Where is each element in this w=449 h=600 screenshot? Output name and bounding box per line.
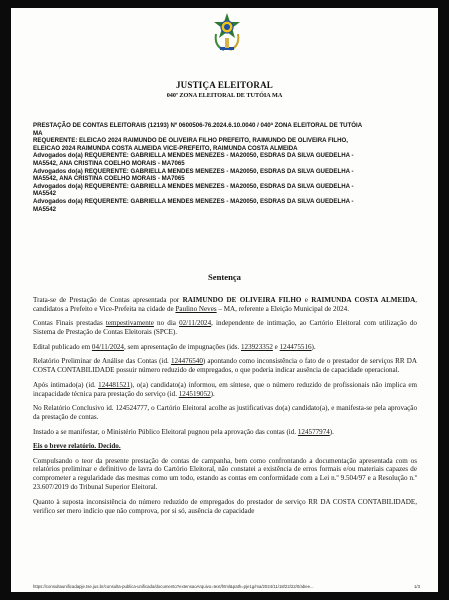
process-line: MA5542 xyxy=(33,205,57,213)
paragraph-analysis: Compulsando o teor da presente prestação de contas de campanha, bem como confrontando a documentação apresentada com os relatórios preliminar e definitivo de lavra do Cartório Eleitoral, não constatei a existência de erros formais e/ou materiais capazes de comprometer a regularidade das mesmas como um todo, estando as contas em conformidade com a Lei n.º 9.504/97 e a Resolução n.º 23.607/2019 do Tribunal Superior Eleitoral. xyxy=(33,456,417,492)
process-line: MA5542, ANA CRISTINA COELHO MORAIS - MA7065 xyxy=(33,175,185,183)
court-zone: 040ª ZONA ELEITORAL DE TUTÓIA MA xyxy=(166,92,283,99)
paragraph-relatorio-preliminar: Relatório Preliminar de Análise das Contas (id. 124476540) apontando como inconsistência o fato de o prestador de serviços RR DA COSTA CONTABILIDADE possuir número reduzido de empregados, o que poderia indicar ausência de capacidade operacional. xyxy=(33,357,417,375)
process-line: Advogados do(a) REQUERENTE: GABRIELLA MENDES MENEZES - MA20050, ESDRAS DA SILVA GUEDELHA - xyxy=(33,182,354,190)
sentence-body xyxy=(33,296,417,521)
process-line: PRESTAÇÃO DE CONTAS ELEITORAIS (12193) Nº 0600506-76.2024.6.10.0040 / 040ª ZONA ELEITORAL DE TUTÓIA xyxy=(33,122,363,129)
process-line: MA xyxy=(33,129,43,137)
brasao-emblem-icon xyxy=(210,12,244,56)
page-number: 1/3 xyxy=(414,584,420,589)
paragraph-decision-heading: Eis o breve relatório. Decido. xyxy=(33,442,121,451)
paragraph-relatorio-conclusivo: No Relatório Conclusivo id. 124524777, o Cartório Eleitoral acolhe as justificativas do(a) candidato(a), e manifesta-se pela aprovação da prestação de contas. xyxy=(33,404,417,422)
process-line: Advogados do(a) REQUERENTE: GABRIELLA MENDES MENEZES - MA20050, ESDRAS DA SILVA GUEDELHA - xyxy=(33,197,354,205)
process-line: MA5542 xyxy=(33,190,57,198)
document-page xyxy=(11,8,438,592)
paragraph-inconsistency: Quanto à suposta inconsistência do número reduzido de empregados do prestador de serviço RR DA COSTA CONTABILIDADE, verifico ser mero indício que não comprova, por si só, ausência de capacidade xyxy=(33,497,417,515)
paragraph-edital: Edital publicado em 04/11/2024, sem apresentação de impugnações (ids. 123923352 e 124475516). xyxy=(33,342,316,351)
paragraph-ministerio-publico: Instado a se manifestar, o Ministério Público Eleitoral pugnou pela aprovação das contas (id. 124577974). xyxy=(33,427,334,436)
court-name: JUSTIÇA ELEITORAL xyxy=(175,80,274,90)
process-line: Advogados do(a) REQUERENTE: GABRIELLA MENDES MENEZES - MA20050, ESDRAS DA SILVA GUEDELHA - xyxy=(33,167,354,175)
paragraph-contas-finais: Contas Finais prestadas tempestivamente no dia 02/11/2024, independente de intimação, ao Cartório Eleitoral com utilização do Sistema de Prestação de Contas Eleitorais (SPCE). xyxy=(33,319,417,337)
paragraph-intro: Trata-se de Prestação de Contas apresentada por RAIMUNDO DE OLIVEIRA FILHO e RAIMUNDA COSTA ALMEIDA, candidatos a Prefeito e Vice-Prefeita na cidade de Paulino Neves – MA, referente a Eleição Municipal de 2024. xyxy=(33,296,417,313)
document-link[interactable]: 124475516 xyxy=(279,342,312,351)
page-footer xyxy=(33,584,428,589)
process-line: REQUERENTE: ELEICAO 2024 RAIMUNDO DE OLIVEIRA FILHO PREFEITO, RAIMUNDO DE OLIVEIRA FILHO, xyxy=(33,137,348,145)
document-link[interactable]: 123923352 xyxy=(240,342,273,351)
document-link[interactable]: 124577974 xyxy=(297,427,330,436)
process-header xyxy=(33,122,417,213)
document-link[interactable]: 124519052 xyxy=(178,389,211,398)
paragraph-intimacao: Após intimado(a) (id. 124481521), o(a) candidato(a) informou, em síntese, que o número reduzido de profissionais não implica em incapacidade técnica para prestação do serviço (id. 124519052). xyxy=(33,380,417,398)
document-link[interactable]: 124476540 xyxy=(170,357,203,366)
source-url[interactable]: https://consultaunificadapje.tse.jus.br/consulta-publica-unificada/documento?extensaoArquivo=text/html&path=pje1g/ma/2024/11/18/22/22/0/abee... xyxy=(33,584,314,589)
document-title: Sentença xyxy=(208,272,241,282)
document-link[interactable]: 124481521 xyxy=(98,380,131,389)
process-line: Advogados do(a) REQUERENTE: GABRIELLA MENDES MENEZES - MA20050, ESDRAS DA SILVA GUEDELHA - xyxy=(33,152,354,160)
process-line: ELEICAO 2024 RAIMUNDA COSTA ALMEIDA VICE-PREFEITO, RAIMUNDA COSTA ALMEIDA xyxy=(33,144,298,152)
process-line: MA5542, ANA CRISTINA COELHO MORAIS - MA7065 xyxy=(33,159,185,167)
